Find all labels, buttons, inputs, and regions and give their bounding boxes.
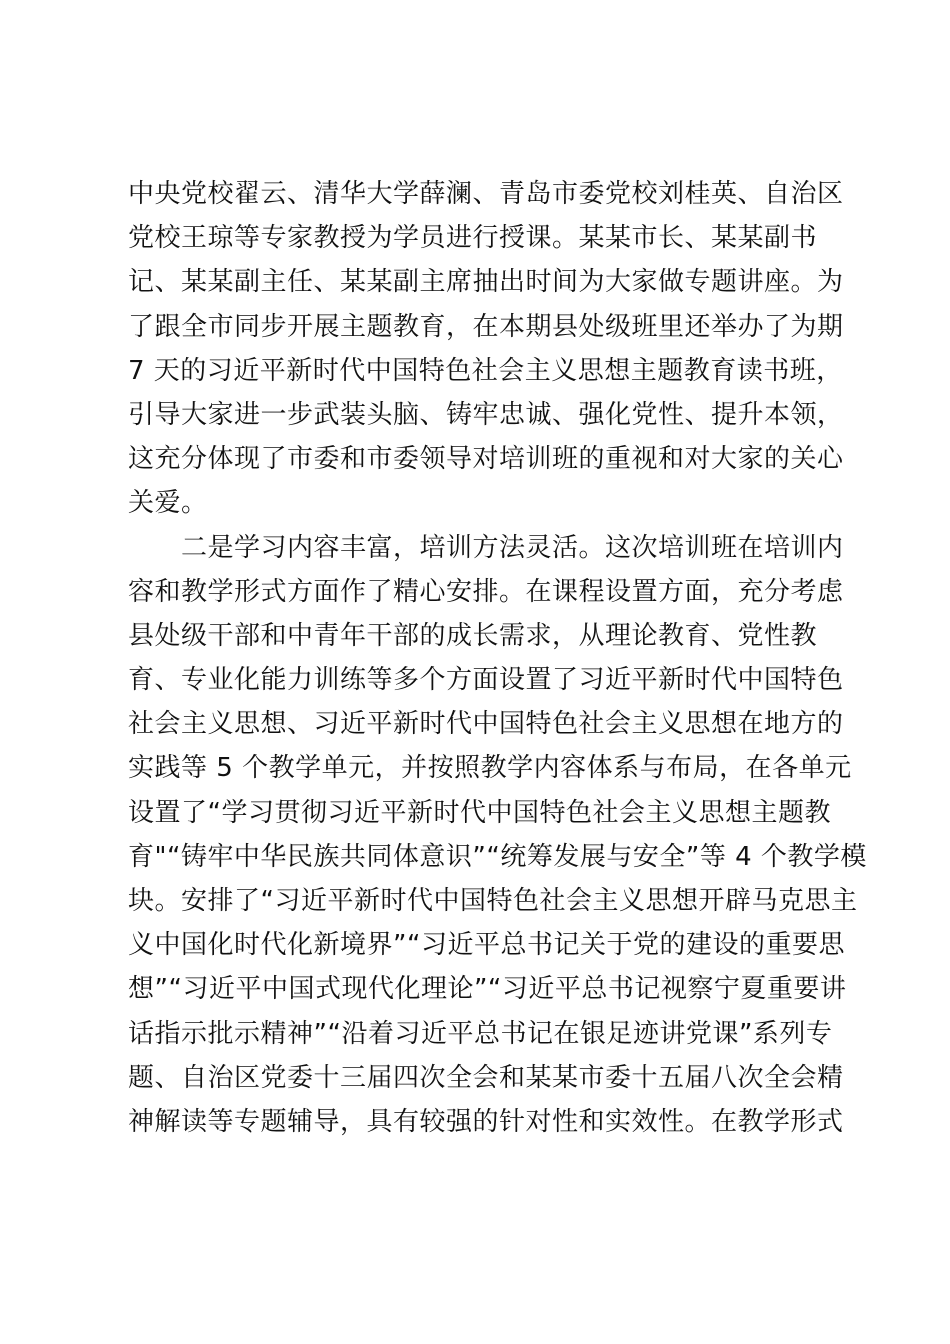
text-line: 引导大家进一步武装头脑、铸牢忠诚、强化党性、提升本领， xyxy=(128,399,844,430)
text-line: 神解读等专题辅导，具有较强的针对性和实效性。在教学形式 xyxy=(128,1106,844,1137)
text-line: 想”“习近平中国式现代化理论”“习近平总书记视察宁夏重要讲 xyxy=(128,974,847,1005)
text-line: 记、某某副主任、某某副主席抽出时间为大家做专题讲座。为 xyxy=(128,267,844,298)
text-line: 块。安排了“习近平新时代中国特色社会主义思想开辟马克思主 xyxy=(128,886,858,916)
text-line: 育、专业化能力训练等多个方面设置了习近平新时代中国特色 xyxy=(128,665,844,696)
paragraph-start-line: 二是学习内容丰富，培训方法灵活。这次培训班在培训内 xyxy=(128,532,844,563)
text-line: 育"“铸牢中华民族共同体意识”“统筹发展与安全”等 4 个教学模 xyxy=(128,841,867,872)
text-line: 中央党校翟云、清华大学薛澜、青岛市委党校刘桂英、自治区 xyxy=(128,179,844,209)
text-line: 容和教学形式方面作了精心安排。在课程设置方面，充分考虑 xyxy=(128,576,844,607)
text-line: 关爱。 xyxy=(128,488,208,519)
text-line: 义中国化时代化新境界”“习近平总书记关于党的建设的重要思 xyxy=(128,930,845,961)
body-text xyxy=(128,172,867,1144)
text-line: 实践等 5 个教学单元，并按照教学内容体系与布局，在各单元 xyxy=(128,753,852,784)
text-line: 县处级干部和中青年干部的成长需求，从理论教育、党性教 xyxy=(128,620,818,651)
text-line: 了跟全市同步开展主题教育，在本期县处级班里还举办了为期 xyxy=(128,311,844,342)
text-line: 党校王琼等专家教授为学员进行授课。某某市长、某某副书 xyxy=(128,223,818,254)
text-line: 话指示批示精神”“沿着习近平总书记在银足迹讲党课”系列专 xyxy=(128,1018,833,1049)
text-line: 社会主义思想、习近平新时代中国特色社会主义思想在地方的 xyxy=(128,709,844,740)
text-line: 题、自治区党委十三届四次全会和某某市委十五届八次全会精 xyxy=(128,1062,844,1093)
text-line: 7 天的习近平新时代中国特色社会主义思想主题教育读书班， xyxy=(128,355,843,386)
text-line: 设置了“学习贯彻习近平新时代中国特色社会主义思想主题教 xyxy=(128,797,831,828)
text-line: 这充分体现了市委和市委领导对培训班的重视和对大家的关心 xyxy=(128,444,844,475)
